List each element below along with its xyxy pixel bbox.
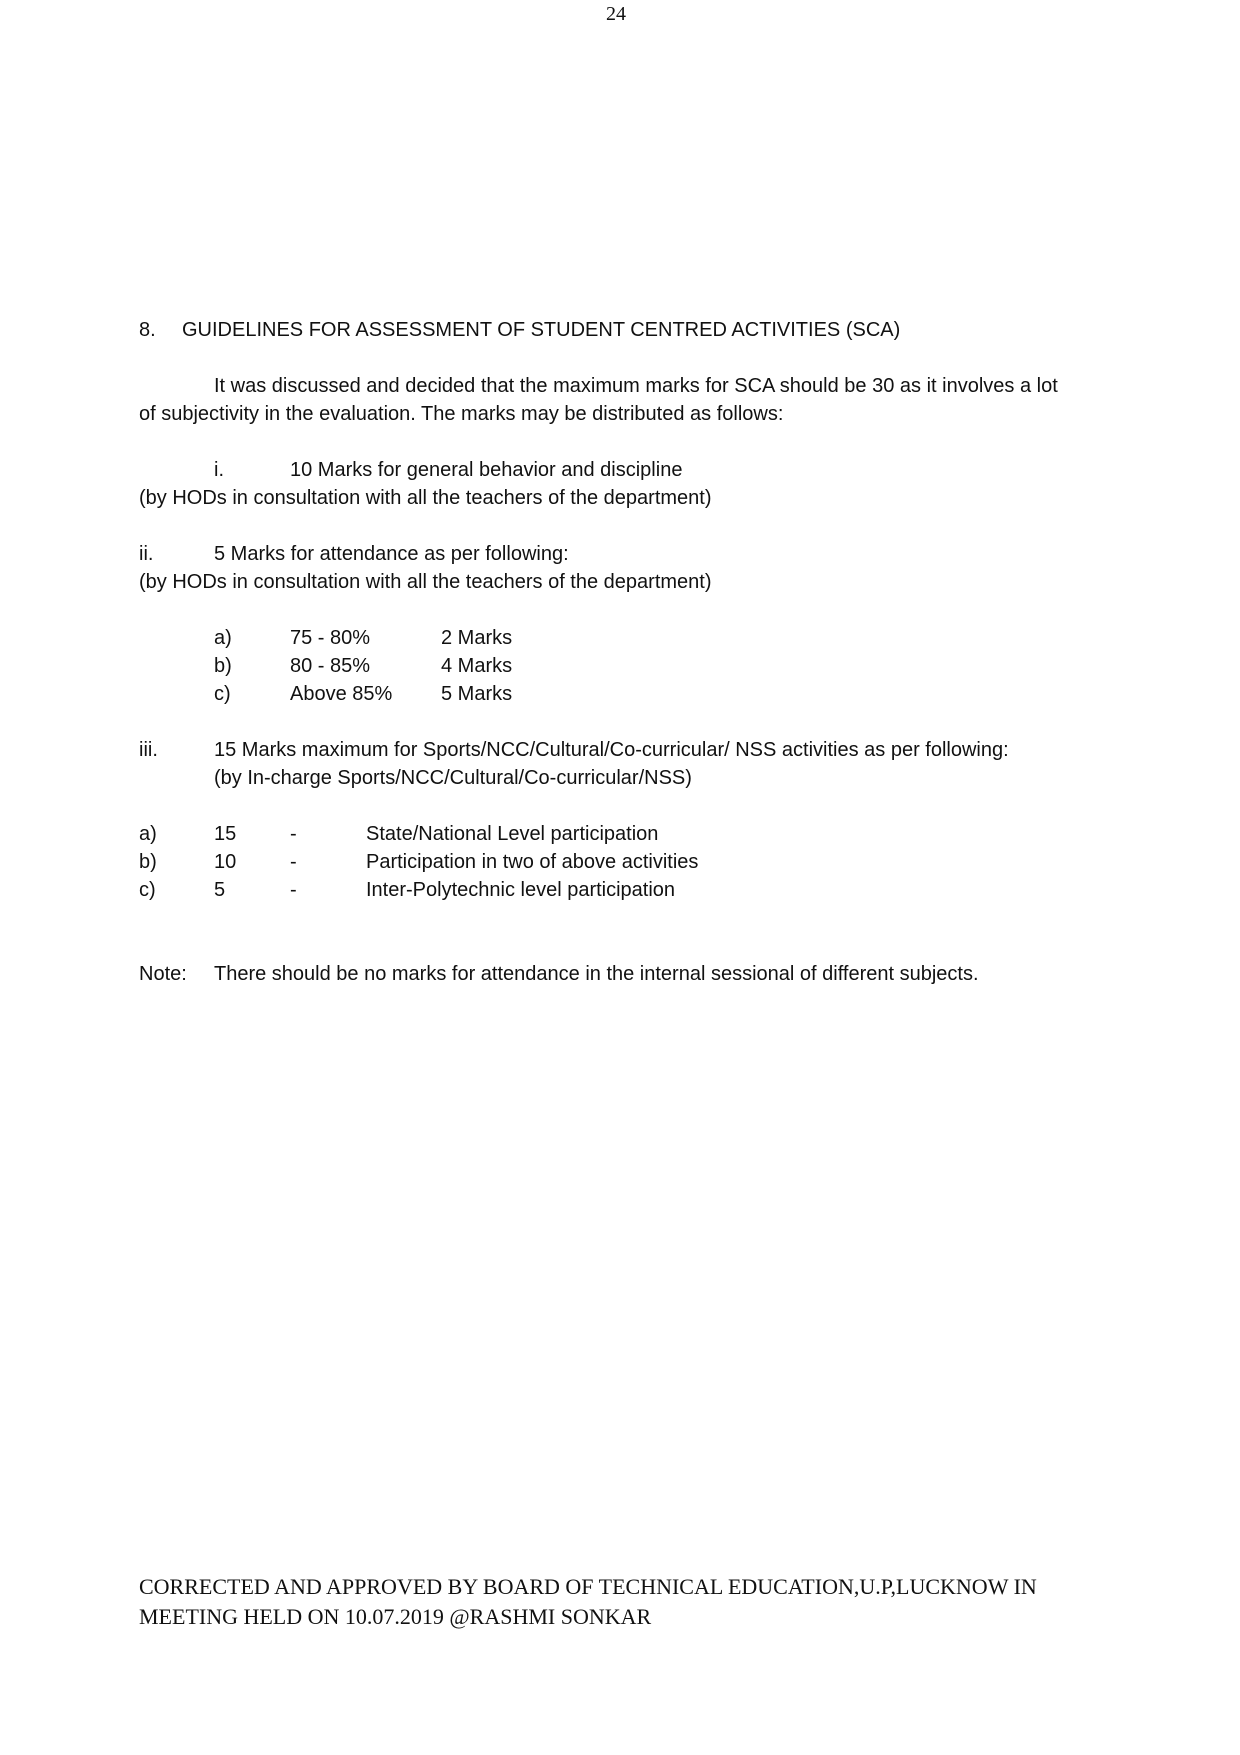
activity-row-marks: 10 [214,851,237,873]
activity-row-label: a) [139,823,157,845]
item-i-text: 10 Marks for general behavior and discipline [290,459,683,481]
note-text: There should be no marks for attendance in the internal sessional of different subjects. [214,963,979,985]
item-iii-marker: iii. [139,739,158,761]
attendance-row-range: 75 - 80% [290,627,371,649]
intro-line-1: It was discussed and decided that the maximum marks for SCA should be 30 as it involves a lot [214,375,1058,397]
activity-row-label: c) [139,879,156,901]
section-number: 8. [139,319,156,341]
attendance-row-marks: 4 Marks [441,655,513,677]
footer-line-1: CORRECTED AND APPROVED BY BOARD OF TECHNICAL EDUCATION,U.P,LUCKNOW IN [139,1574,1037,1599]
activity-row-desc: State/National Level participation [366,823,659,845]
attendance-row-marks: 2 Marks [441,627,513,649]
attendance-row-label: c) [214,683,231,705]
attendance-row-range: 80 - 85% [290,655,371,677]
activity-row-dash: - [290,851,297,873]
footer-line-2: MEETING HELD ON 10.07.2019 @RASHMI SONKAR [139,1604,652,1629]
section-title: GUIDELINES FOR ASSESSMENT OF STUDENT CENTRED ACTIVITIES (SCA) [182,319,901,341]
activity-row-desc: Participation in two of above activities [366,851,699,873]
item-ii-note: (by HODs in consultation with all the teachers of the department) [139,571,712,593]
activity-row-label: b) [139,851,157,873]
attendance-row-label: a) [214,627,232,649]
item-iii-note: (by In-charge Sports/NCC/Cultural/Co-curricular/NSS) [214,767,692,789]
activity-row-dash: - [290,823,297,845]
item-ii-marker: ii. [139,543,154,565]
note-label: Note: [139,963,187,985]
attendance-row-label: b) [214,655,232,677]
intro-line-2: of subjectivity in the evaluation. The marks may be distributed as follows: [139,403,784,425]
page-number: 24 [606,3,626,25]
item-i-note: (by HODs in consultation with all the teachers of the department) [139,487,712,509]
attendance-row-marks: 5 Marks [441,683,513,705]
activity-row-desc: Inter-Polytechnic level participation [366,879,676,901]
item-i-marker: i. [214,459,224,481]
attendance-row-range: Above 85% [290,683,393,705]
activity-row-marks: 5 [214,879,226,901]
activity-row-dash: - [290,879,297,901]
item-iii-text: 15 Marks maximum for Sports/NCC/Cultural/Co-curricular/ NSS activities as per following: [214,739,1009,761]
item-ii-text: 5 Marks for attendance as per following: [214,543,569,565]
activity-row-marks: 15 [214,823,237,845]
